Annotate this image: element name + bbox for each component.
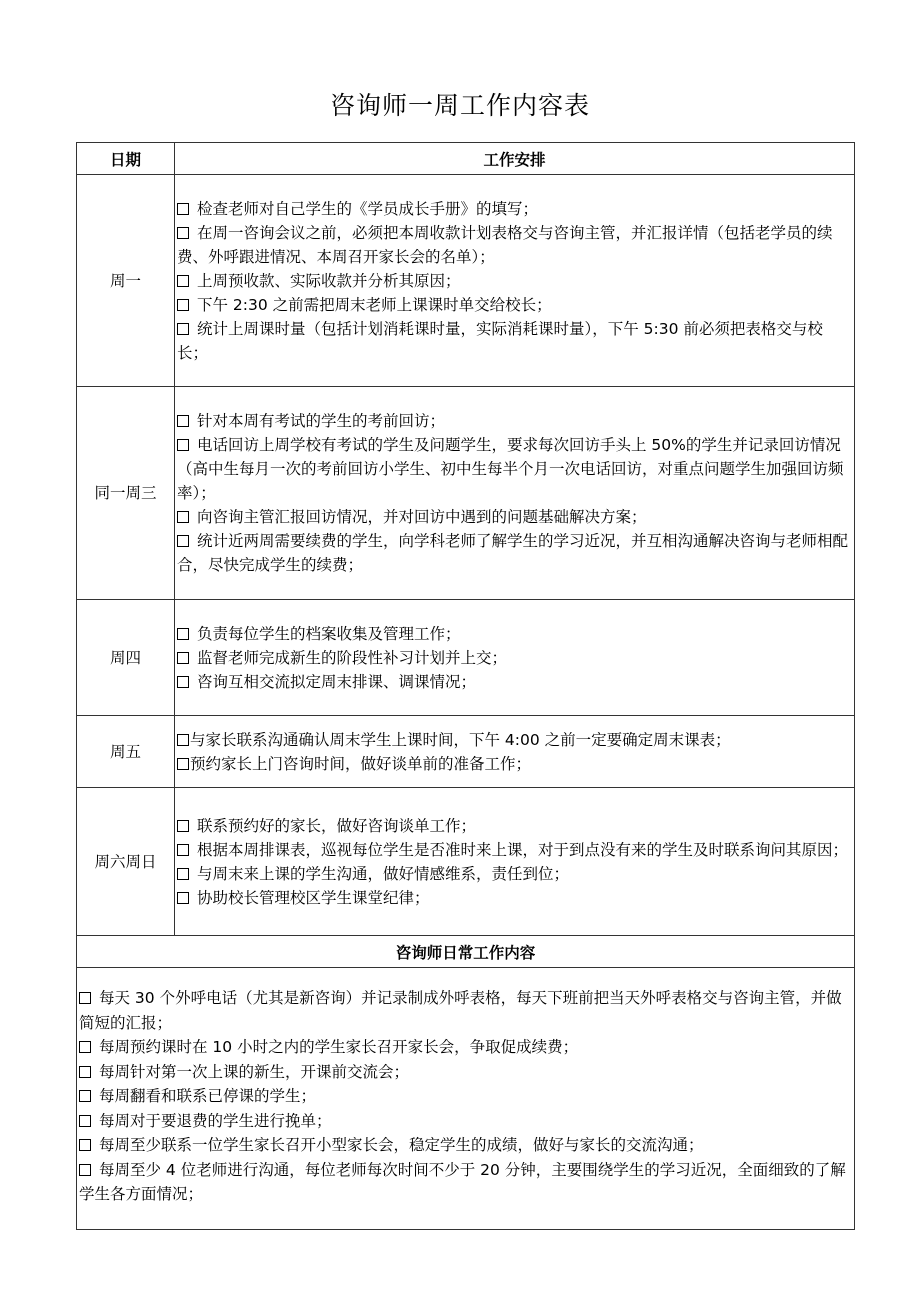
checkbox-icon — [177, 628, 189, 640]
task-list — [175, 788, 855, 936]
list-item: 与家长联系沟通确认周末学生上课时间，下午 4:00 之前一定要确定周末课表； — [177, 728, 852, 752]
checkbox-icon — [177, 758, 189, 770]
day-label: 周六周日 — [77, 788, 175, 936]
list-item: 下午 2:30 之前需把周末老师上课课时单交给校长； — [177, 293, 852, 317]
checkbox-icon — [79, 1139, 91, 1151]
checkbox-icon — [79, 992, 91, 1004]
checkbox-icon — [177, 652, 189, 664]
list-item: 与周末来上课的学生沟通，做好情感维系，责任到位； — [177, 862, 852, 886]
list-item: 每天 30 个外呼电话（尤其是新咨询）并记录制成外呼表格，每天下班前把当天外呼表格交与咨询主管，并做简短的汇报； — [79, 989, 842, 1032]
checkbox-icon — [177, 676, 189, 688]
list-item: 负责每位学生的档案收集及管理工作； — [177, 622, 852, 646]
list-item: 协助校长管理校区学生课堂纪律； — [177, 886, 852, 910]
list-item: 每周对于要退费的学生进行挽单； — [79, 1109, 852, 1134]
list-item: 每周翻看和联系已停课的学生； — [79, 1084, 852, 1109]
table-row — [77, 716, 855, 788]
checkbox-icon — [177, 820, 189, 832]
list-item: 每周至少联系一位学生家长召开小型家长会，稳定学生的成绩，做好与家长的交流沟通； — [79, 1133, 852, 1158]
checkbox-icon — [79, 1115, 91, 1127]
list-item: 每周预约课时在 10 小时之内的学生家长召开家长会，争取促成续费； — [79, 1035, 852, 1060]
checkbox-icon — [79, 1164, 91, 1176]
checkbox-icon — [177, 227, 189, 239]
table-header-row — [77, 143, 855, 175]
checkbox-icon — [177, 844, 189, 856]
list-item: 在周一咨询会议之前，必须把本周收款计划表格交与咨询主管，并汇报详情（包括老学员的续费、外呼跟进情况、本周召开家长会的名单）； — [177, 223, 833, 266]
work-schedule-table — [76, 142, 855, 1230]
checkbox-icon — [177, 439, 189, 451]
list-item: 向咨询主管汇报回访情况，并对回访中遇到的问题基础解决方案； — [177, 505, 852, 529]
list-item: 根据本周排课表，巡视每位学生是否准时来上课，对于到点没有来的学生及时联系询问其原因； — [177, 838, 852, 862]
daily-section-title: 咨询师日常工作内容 — [77, 936, 855, 968]
checkbox-icon — [177, 535, 189, 547]
checkbox-icon — [79, 1090, 91, 1102]
checkbox-icon — [177, 323, 189, 335]
checkbox-icon — [79, 1066, 91, 1078]
day-label: 周一 — [77, 175, 175, 387]
task-list — [175, 600, 855, 716]
table-row — [77, 600, 855, 716]
task-list — [175, 175, 855, 387]
checkbox-icon — [177, 868, 189, 880]
list-item: 电话回访上周学校有考试的学生及问题学生，要求每次回访手头上 50%的学生并记录回访情况（高中生每月一次的考前回访小学生、初中生每半个月一次电话回访，对重点问题学生加强回访频率）； — [177, 436, 844, 502]
section-header-row — [77, 936, 855, 968]
checkbox-icon — [177, 734, 189, 746]
day-label: 周四 — [77, 600, 175, 716]
table-row — [77, 968, 855, 1230]
checkbox-icon — [79, 1041, 91, 1053]
page-title: 咨询师一周工作内容表 — [329, 91, 590, 120]
table-row — [77, 175, 855, 387]
daily-task-list — [77, 968, 855, 1230]
list-item: 咨询互相交流拟定周末排课、调课情况； — [177, 670, 852, 694]
day-label: 周五 — [77, 716, 175, 788]
task-list — [175, 716, 855, 788]
list-item: 统计上周课时量（包括计划消耗课时量，实际消耗课时量），下午 5:30 前必须把表格交与校长； — [177, 319, 823, 362]
list-item: 预约家长上门咨询时间，做好谈单前的准备工作； — [177, 752, 852, 776]
checkbox-icon — [177, 299, 189, 311]
checkbox-icon — [177, 275, 189, 287]
list-item: 上周预收款、实际收款并分析其原因； — [177, 269, 852, 293]
checkbox-icon — [177, 892, 189, 904]
list-item: 针对本周有考试的学生的考前回访； — [177, 409, 852, 433]
list-item: 统计近两周需要续费的学生，向学科老师了解学生的学习近况，并互相沟通解决咨询与老师相配合，尽快完成学生的续费； — [177, 532, 849, 574]
checkbox-icon — [177, 203, 189, 215]
table-row — [77, 788, 855, 936]
header-date: 日期 — [77, 143, 175, 175]
header-work: 工作安排 — [175, 143, 855, 175]
checkbox-icon — [177, 511, 189, 523]
table-row — [77, 387, 855, 600]
list-item: 监督老师完成新生的阶段性补习计划并上交； — [177, 646, 852, 670]
task-list — [175, 387, 855, 600]
list-item: 每周至少 4 位老师进行沟通，每位老师每次时间不少于 20 分钟，主要围绕学生的学习近况，全面细致的了解学生各方面情况； — [79, 1160, 846, 1203]
list-item: 每周针对第一次上课的新生，开课前交流会； — [79, 1060, 852, 1085]
checkbox-icon — [177, 415, 189, 427]
list-item: 检查老师对自己学生的《学员成长手册》的填写； — [177, 197, 852, 221]
list-item: 联系预约好的家长，做好咨询谈单工作； — [177, 814, 852, 838]
day-label: 同一周三 — [77, 387, 175, 600]
